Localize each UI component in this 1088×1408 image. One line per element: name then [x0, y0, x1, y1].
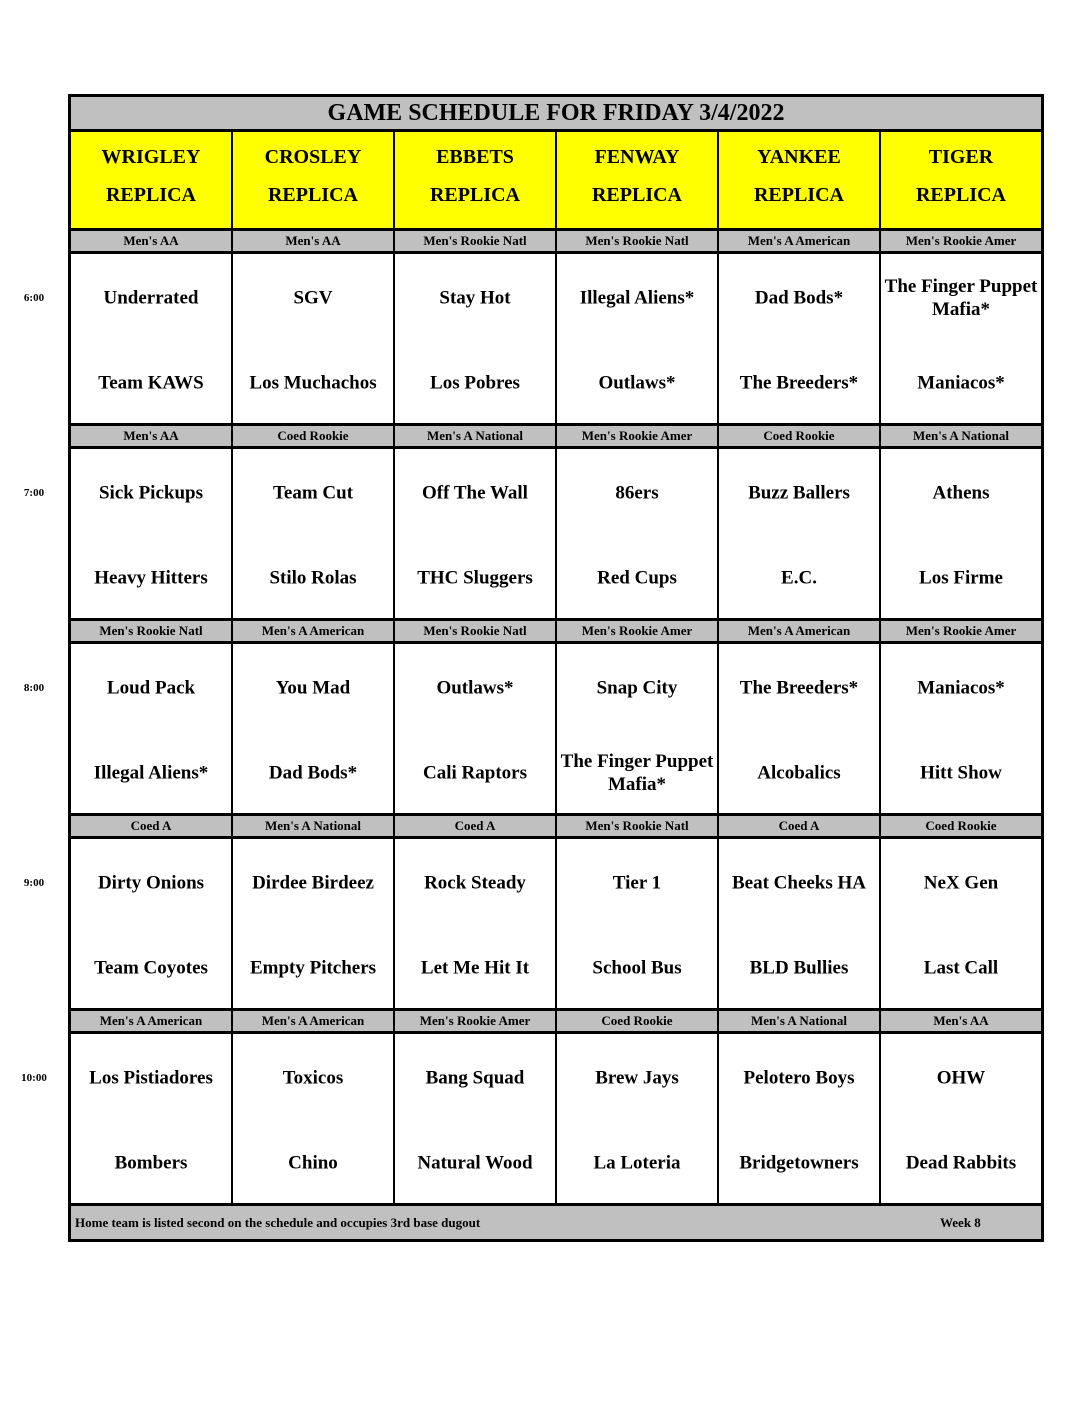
home-team: THC Sluggers: [417, 567, 533, 589]
division-label: Men's A American: [233, 1011, 393, 1031]
away-team: Dad Bods*: [754, 287, 844, 309]
away-team: The Breeders*: [739, 677, 859, 699]
division-label: Coed Rookie: [233, 426, 393, 446]
away-team: Toxicos: [282, 1067, 344, 1089]
footer-bar: [71, 1206, 1041, 1239]
away-team: Brew Jays: [595, 1067, 679, 1089]
game-cell: [557, 1034, 717, 1203]
away-team: Snap City: [596, 677, 678, 699]
footer-note: Home team is listed second on the schedule and occupies 3rd base dugout: [75, 1214, 481, 1230]
time-label: 10:00: [21, 1072, 47, 1084]
home-team: Alcobalics: [757, 762, 841, 784]
home-team: Dad Bods*: [268, 762, 358, 784]
division-label: Men's A National: [881, 426, 1041, 446]
home-team: Heavy Hitters: [94, 567, 208, 589]
away-team: OHW: [936, 1067, 986, 1089]
game-cell: [233, 1034, 393, 1203]
game-cell: [881, 839, 1041, 1008]
home-team: Dead Rabbits: [905, 1152, 1017, 1174]
home-team: Maniacos*: [917, 372, 1005, 394]
away-team: Underrated: [103, 287, 199, 309]
home-team: La Loteria: [593, 1152, 681, 1174]
division-label: Men's A National: [719, 1011, 879, 1031]
game-cell: [395, 449, 555, 618]
game-cell: [881, 254, 1041, 423]
game-cell: [719, 644, 879, 813]
home-team: Illegal Aliens*: [93, 762, 209, 784]
away-team: Loud Pack: [106, 677, 196, 699]
home-team: Bombers: [114, 1152, 188, 1174]
game-cell: [557, 644, 717, 813]
division-label: Men's A American: [719, 621, 879, 641]
game-cell: [71, 644, 231, 813]
field-subtitle: REPLICA: [753, 184, 844, 206]
game-cell: [395, 839, 555, 1008]
game-cell: [881, 449, 1041, 618]
away-team: 86ers: [615, 482, 659, 504]
away-team: Pelotero Boys: [743, 1067, 855, 1089]
time-label: 7:00: [23, 487, 45, 499]
home-team: The Breeders*: [739, 372, 859, 394]
away-team: Sick Pickups: [98, 482, 203, 504]
division-label: Coed Rookie: [557, 1011, 717, 1031]
away-team: Bang Squad: [425, 1067, 525, 1089]
away-team: Illegal Aliens*: [579, 287, 695, 309]
week-label: Week 8: [940, 1214, 981, 1230]
home-team: Bridgetowners: [739, 1152, 859, 1174]
game-cell: [719, 839, 879, 1008]
field-header: [557, 132, 717, 228]
division-label: Men's A American: [719, 231, 879, 251]
division-label: Men's Rookie Natl: [557, 816, 717, 836]
division-label: Men's Rookie Natl: [71, 621, 231, 641]
division-label: Men's Rookie Natl: [395, 231, 555, 251]
away-team: Maniacos*: [917, 677, 1005, 699]
away-team: The Finger Puppet Mafia*: [884, 276, 1038, 320]
schedule-table: [68, 94, 1044, 1242]
division-label: Men's A American: [233, 621, 393, 641]
time-label: 9:00: [23, 877, 45, 889]
division-label: Coed Rookie: [719, 426, 879, 446]
home-team: Team KAWS: [98, 372, 204, 394]
game-cell: [395, 1034, 555, 1203]
field-header: [719, 132, 879, 228]
game-cell: [233, 254, 393, 423]
home-team: Empty Pitchers: [249, 957, 377, 979]
home-team: Red Cups: [597, 567, 677, 589]
field-name: WRIGLEY: [101, 146, 201, 168]
home-team: Last Call: [923, 957, 999, 979]
field-name: TIGER: [928, 146, 994, 168]
home-team: Stilo Rolas: [269, 567, 357, 589]
home-team: Let Me Hit It: [420, 957, 530, 979]
division-label: Coed A: [719, 816, 879, 836]
home-team: Cali Raptors: [423, 762, 527, 784]
home-team: School Bus: [592, 957, 682, 979]
home-team: Chino: [288, 1152, 338, 1174]
game-cell: [71, 254, 231, 423]
home-team: Los Pobres: [430, 372, 520, 394]
division-label: Coed A: [71, 816, 231, 836]
game-cell: [395, 254, 555, 423]
division-label: Men's AA: [881, 1011, 1041, 1031]
game-cell: [233, 839, 393, 1008]
division-label: Men's Rookie Amer: [881, 621, 1041, 641]
home-team: Natural Wood: [417, 1152, 533, 1174]
field-name: FENWAY: [594, 146, 680, 168]
division-label: Men's Rookie Amer: [557, 621, 717, 641]
away-team: Rock Steady: [424, 872, 526, 894]
away-team: Los Pistiadores: [89, 1067, 213, 1089]
away-team: NeX Gen: [923, 872, 999, 894]
game-cell: [557, 449, 717, 618]
game-cell: [719, 449, 879, 618]
division-label: Coed A: [395, 816, 555, 836]
away-team: Outlaws*: [436, 677, 514, 699]
field-subtitle: REPLICA: [429, 184, 520, 206]
game-cell: [557, 254, 717, 423]
division-label: Men's Rookie Natl: [395, 621, 555, 641]
field-subtitle: REPLICA: [105, 184, 196, 206]
game-cell: [71, 1034, 231, 1203]
home-team: BLD Bullies: [749, 957, 849, 979]
field-subtitle: REPLICA: [915, 184, 1006, 206]
division-label: Men's Rookie Amer: [557, 426, 717, 446]
home-team: Los Muchachos: [249, 372, 377, 394]
game-cell: [719, 254, 879, 423]
division-label: Men's A American: [71, 1011, 231, 1031]
away-team: Buzz Ballers: [748, 482, 850, 504]
away-team: Stay Hot: [439, 287, 511, 309]
home-team: E.C.: [781, 567, 817, 589]
away-team: Beat Cheeks HA: [731, 872, 867, 894]
field-header: [71, 132, 231, 228]
game-cell: [71, 839, 231, 1008]
home-team: Outlaws*: [598, 372, 676, 394]
game-cell: [233, 644, 393, 813]
game-cell: [395, 644, 555, 813]
field-name: EBBETS: [436, 146, 514, 168]
field-header: [395, 132, 555, 228]
away-team: Dirty Onions: [97, 872, 205, 894]
home-team: Los Firme: [919, 567, 1003, 589]
game-cell: [233, 449, 393, 618]
away-team: Off The Wall: [422, 482, 528, 504]
game-cell: [881, 1034, 1041, 1203]
game-cell: [557, 839, 717, 1008]
division-label: Men's A National: [395, 426, 555, 446]
away-team: Athens: [932, 482, 990, 504]
field-name: YANKEE: [757, 146, 841, 168]
time-label: 8:00: [23, 682, 45, 694]
field-subtitle: REPLICA: [267, 184, 358, 206]
division-label: Men's Rookie Natl: [557, 231, 717, 251]
game-cell: [71, 449, 231, 618]
time-label: 6:00: [23, 292, 45, 304]
schedule-title: GAME SCHEDULE FOR FRIDAY 3/4/2022: [71, 97, 1041, 129]
home-team: Hitt Show: [920, 762, 1002, 784]
game-cell: [719, 1034, 879, 1203]
home-team: The Finger Puppet Mafia*: [560, 751, 714, 795]
division-label: Men's Rookie Amer: [395, 1011, 555, 1031]
away-team: Tier 1: [612, 872, 662, 894]
home-team: Team Coyotes: [94, 957, 208, 979]
division-label: Men's Rookie Amer: [881, 231, 1041, 251]
away-team: SGV: [293, 287, 333, 309]
field-subtitle: REPLICA: [591, 184, 682, 206]
division-label: Men's AA: [233, 231, 393, 251]
field-name: CROSLEY: [264, 146, 362, 168]
away-team: You Mad: [275, 677, 351, 699]
away-team: Team Cut: [272, 482, 354, 504]
division-label: Men's AA: [71, 231, 231, 251]
division-label: Men's A National: [233, 816, 393, 836]
game-cell: [881, 644, 1041, 813]
away-team: Dirdee Birdeez: [252, 872, 374, 894]
division-label: Men's AA: [71, 426, 231, 446]
field-header: [233, 132, 393, 228]
division-label: Coed Rookie: [881, 816, 1041, 836]
field-header: [881, 132, 1041, 228]
